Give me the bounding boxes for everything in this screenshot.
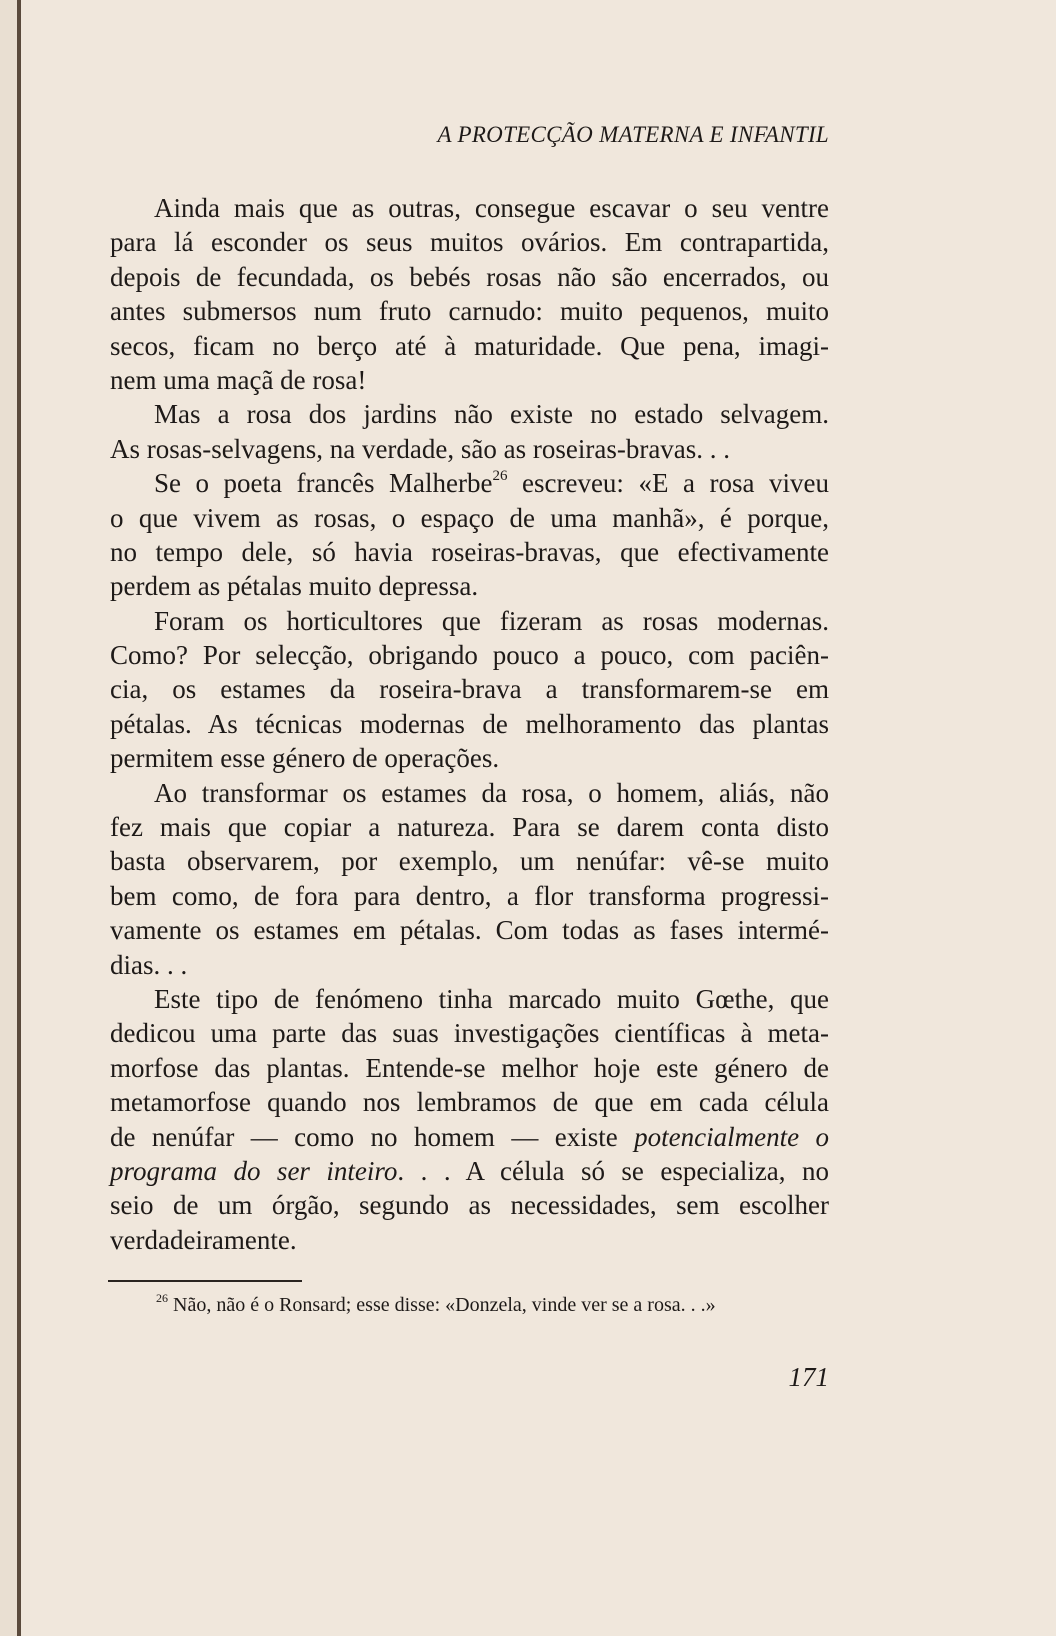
text-line (110, 225, 829, 259)
text-run: morfose das plantas. Entende-se melhor hoje este género de (110, 1052, 829, 1083)
text-line (110, 1016, 829, 1050)
text-line (110, 638, 829, 672)
italic-text: potencialmente o (634, 1121, 829, 1152)
running-header: A PROTECÇÃO MATERNA E INFANTIL (437, 122, 829, 147)
text-run: nem uma maçã de rosa! (110, 364, 367, 395)
text-run: antes submersos num fruto carnudo: muito pequenos, muito (110, 296, 829, 327)
footnote-rule (108, 1280, 302, 1282)
text-line (110, 913, 829, 947)
text-run: escreveu: «E a rosa viveu (507, 468, 829, 499)
text-line (110, 604, 829, 638)
footnote-text: Não, não é o Ronsard; esse disse: «Donzela, vinde ver se a rosa. . .» (173, 1294, 716, 1316)
text-run: Ainda mais que as outras, consegue escavar o seu ventre (154, 193, 829, 223)
text-run: no tempo dele, só havia roseiras-bravas, que efectivamente (110, 536, 829, 567)
text-run: permitem esse género de operações. (110, 743, 500, 774)
page-number: 171 (788, 1362, 829, 1392)
footnote-number: 26 (156, 1291, 168, 1305)
text-line (110, 982, 829, 1016)
text-line (110, 1223, 829, 1257)
text-line (110, 397, 829, 431)
text-line (110, 191, 829, 225)
text-run: Foram os horticultores que fizeram as rosas modernas. (154, 605, 829, 636)
page-gutter (0, 0, 17, 1636)
text-line (110, 879, 829, 913)
page-binding-edge (17, 0, 21, 1636)
text-line (110, 776, 829, 810)
text-run: de nenúfar — como no homem — existe (110, 1121, 635, 1152)
text-line (110, 948, 829, 982)
text-run: . . . A célula só se especializa, no (397, 1155, 829, 1186)
text-line (110, 844, 829, 878)
text-line (110, 1051, 829, 1085)
text-run: Mas a rosa dos jardins não existe no estado selvagem. (154, 399, 829, 430)
text-run: depois de fecundada, os bebés rosas não são encerrados, ou (110, 261, 829, 292)
text-run: cia, os estames da roseira-brava a transformarem-se em (110, 674, 829, 705)
text-run: metamorfose quando nos lembramos de que em cada célula (110, 1087, 829, 1118)
text-run: bem como, de fora para dentro, a flor transforma progressi- (110, 880, 829, 911)
body-text (110, 191, 829, 1257)
text-line (110, 1120, 829, 1154)
text-line (110, 1085, 829, 1119)
text-line (110, 741, 829, 775)
text-line (110, 1154, 829, 1188)
text-line (110, 672, 829, 706)
text-run: Este tipo de fenómeno tinha marcado muito Gœthe, que (154, 983, 829, 1014)
text-line (110, 569, 829, 603)
text-line (110, 294, 829, 328)
text-line (110, 810, 829, 844)
text-run: Como? Por selecção, obrigando pouco a pouco, com paciên- (110, 640, 829, 671)
text-run: o que vivem as rosas, o espaço de uma manhã», é porque, (110, 502, 829, 533)
text-line (110, 432, 829, 466)
text-run: basta observarem, por exemplo, um nenúfar: vê-se muito (110, 846, 829, 877)
footnote-reference: 26 (492, 468, 508, 485)
text-run: fez mais que copiar a natureza. Para se darem conta disto (110, 812, 829, 843)
footnote (156, 1291, 716, 1317)
text-line (110, 363, 829, 397)
text-line (110, 501, 829, 535)
text-run: dedicou uma parte das suas investigações científicas à meta- (110, 1018, 829, 1049)
text-run: vamente os estames em pétalas. Com todas as fases intermé- (110, 915, 829, 946)
text-line (110, 260, 829, 294)
text-line (110, 707, 829, 741)
text-run: As rosas-selvagens, na verdade, são as roseiras-bravas. . . (110, 433, 731, 464)
text-run: pétalas. As técnicas modernas de melhoramento das plantas (110, 708, 829, 739)
italic-text: programa do ser inteiro (110, 1155, 398, 1186)
text-line (110, 1188, 829, 1222)
text-run: seio de um órgão, segundo as necessidades, sem escolher (110, 1190, 829, 1221)
text-line (110, 535, 829, 569)
text-run: verdadeiramente. (110, 1224, 297, 1255)
text-run: Se o poeta francês Malherbe (154, 468, 493, 499)
text-line (110, 329, 829, 363)
text-run: dias. . . (110, 949, 188, 980)
text-run: Ao transformar os estames da rosa, o homem, aliás, não (154, 777, 829, 808)
text-run: para lá esconder os seus muitos ovários. Em contrapartida, (110, 227, 829, 258)
text-line (110, 466, 829, 500)
text-run: perdem as pétalas muito depressa. (110, 571, 479, 602)
text-run: secos, ficam no berço até à maturidade. Que pena, imagi- (110, 330, 829, 361)
